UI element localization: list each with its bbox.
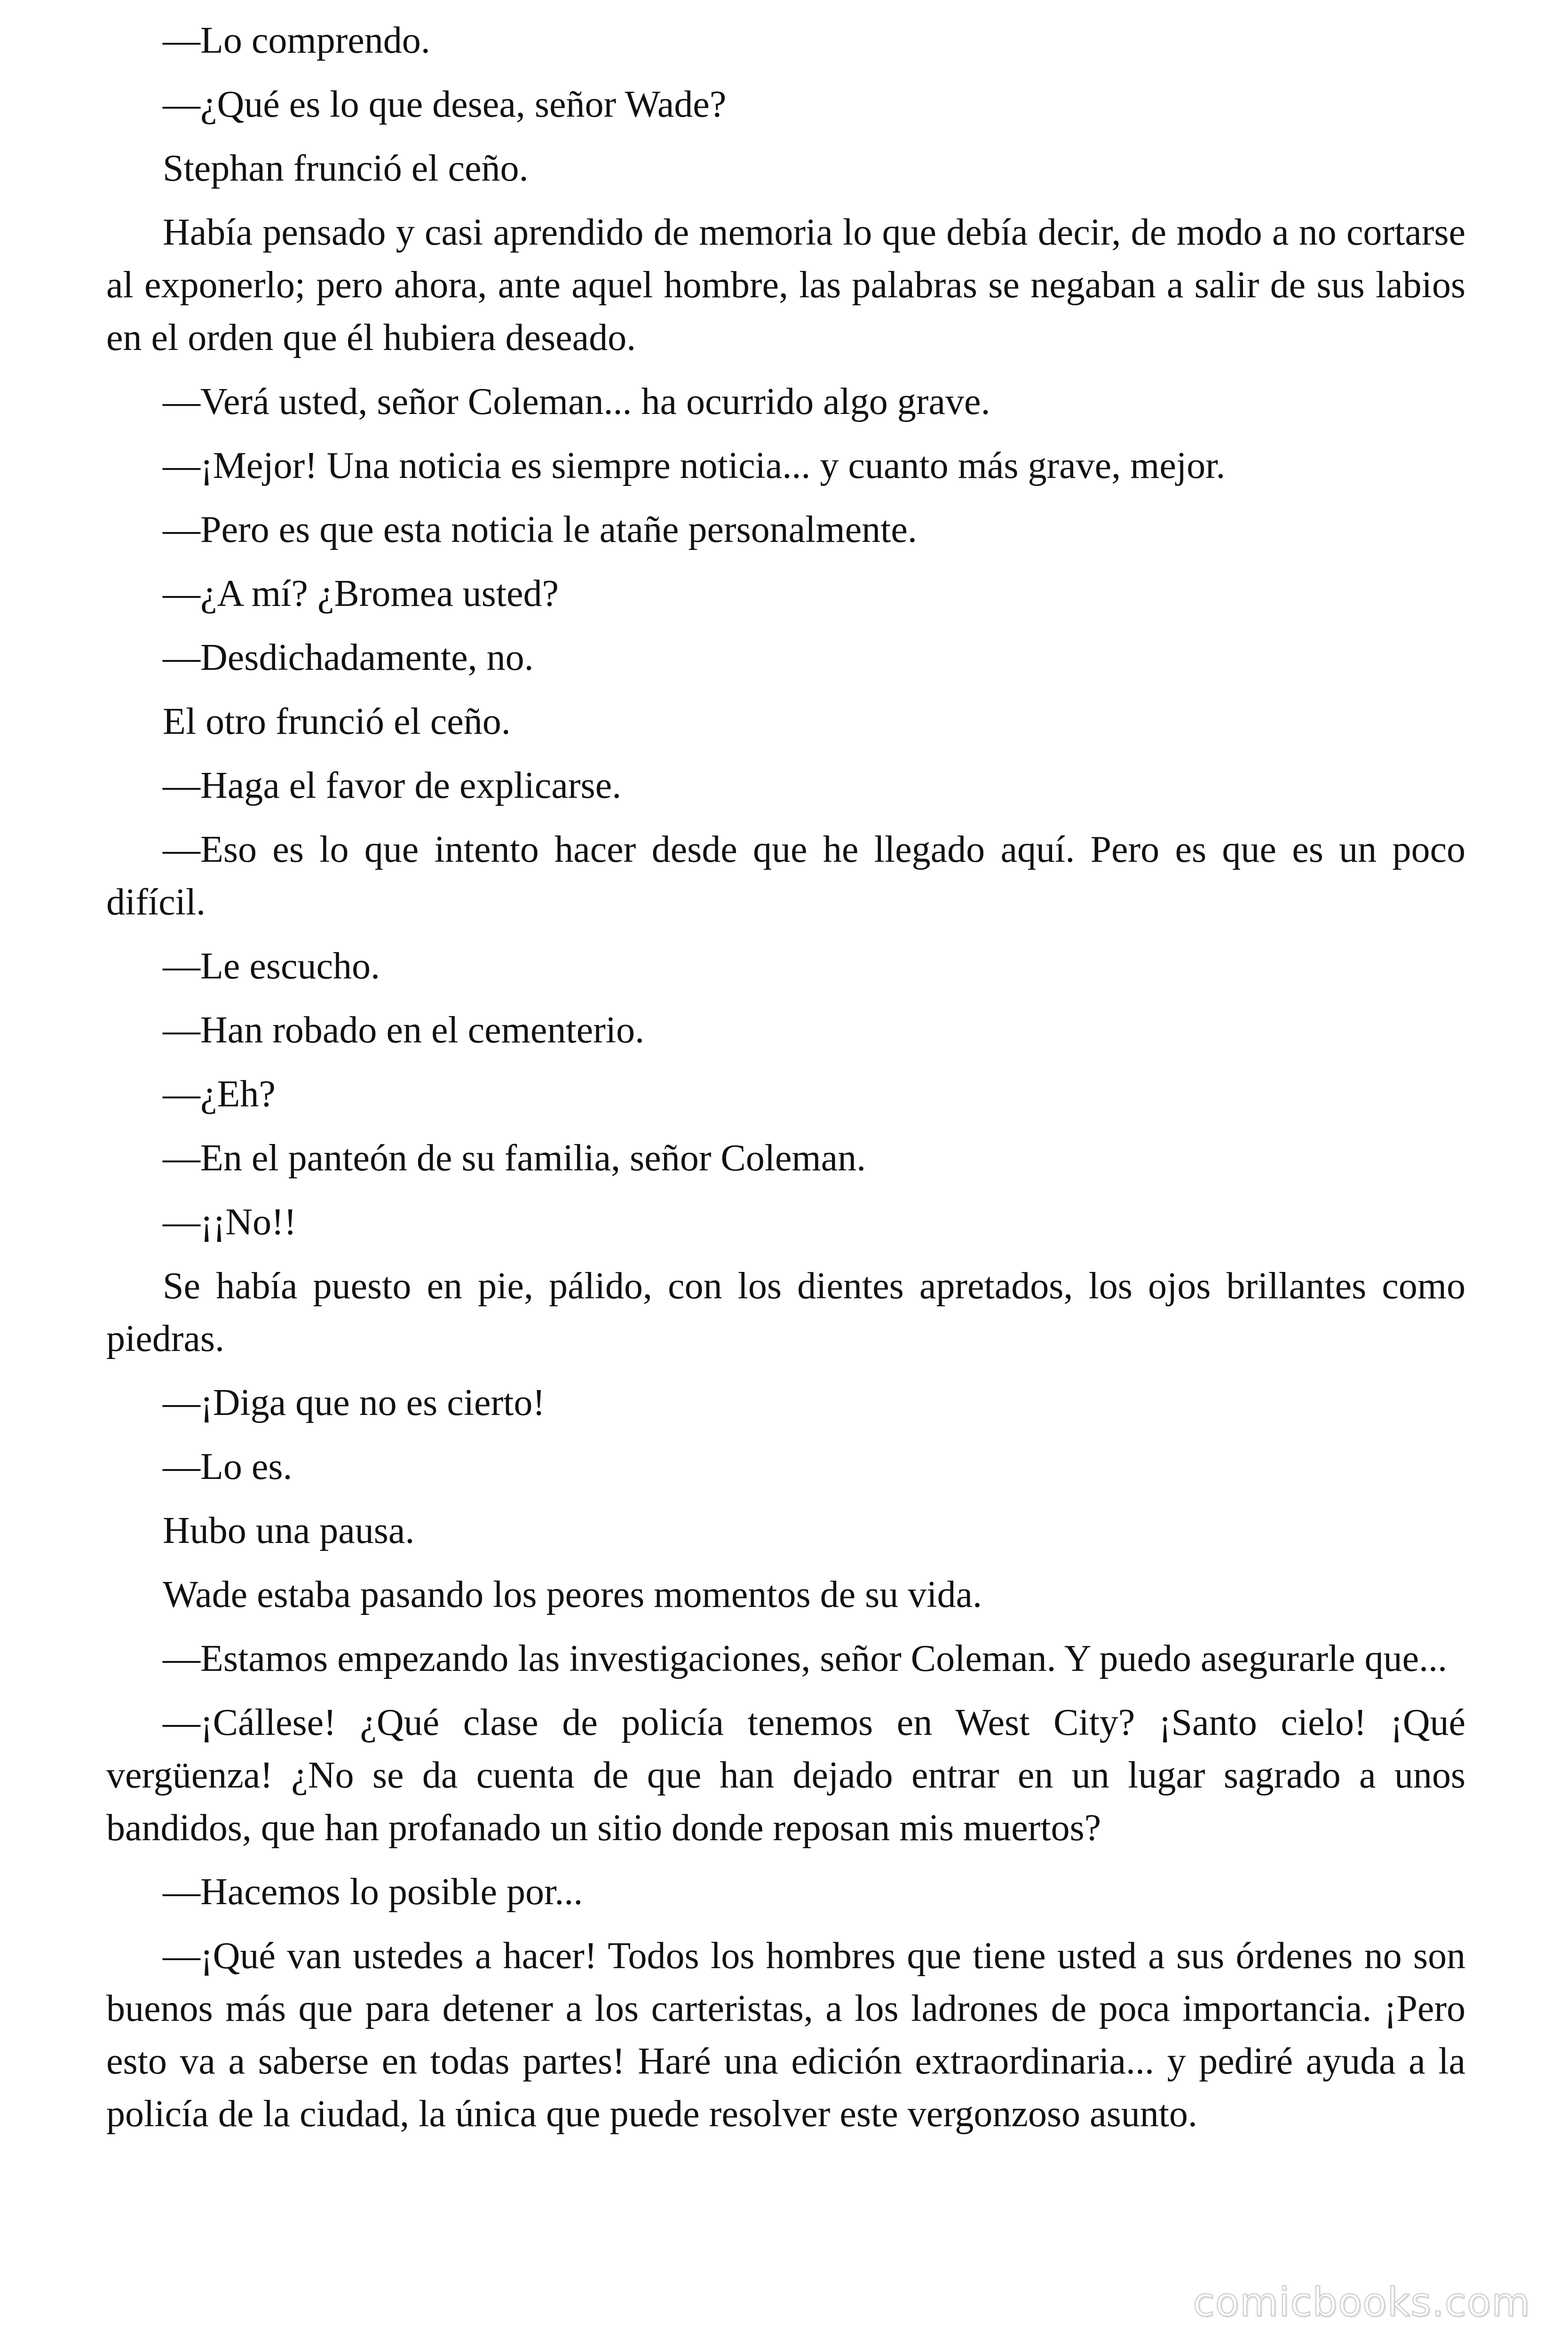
paragraph: —Lo es.: [163, 1446, 293, 1487]
paragraph: —Eso es lo que intento hacer desde que he llegado aquí. Pero es que es un poco difícil.: [106, 829, 1465, 923]
paragraph: —Desdichadamente, no.: [163, 637, 534, 678]
paragraph: —Estamos empezando las investigaciones, señor Coleman. Y puedo asegurarle que...: [163, 1638, 1448, 1679]
paragraph: —Haga el favor de explicarse.: [163, 765, 622, 806]
paragraph: —¿Eh?: [163, 1073, 276, 1115]
paragraph: —Lo comprendo.: [163, 20, 430, 61]
paragraph: —¡¡No!!: [163, 1201, 297, 1243]
paragraph: —Pero es que esta noticia le atañe personalmente.: [163, 509, 917, 550]
paragraph: —¡Cállese! ¿Qué clase de policía tenemos en West City? ¡Santo cielo! ¡Qué vergüenza! ¿No se da cuenta de que han dejado entrar en un lugar sagrado a unos bandidos, que han profanado un sitio donde reposan mis muertos?: [106, 1702, 1465, 1849]
paragraph: —¡Diga que no es cierto!: [163, 1382, 546, 1423]
paragraph: —Le escucho.: [163, 946, 380, 987]
paragraph: Había pensado y casi aprendido de memoria lo que debía decir, de modo a no cortarse al exponerlo; pero ahora, ante aquel hombre, las palabras se negaban a salir de sus labios en el orden que él hubiera deseado.: [106, 212, 1465, 358]
page-text: [106, 14, 1465, 2152]
paragraph: —Hacemos lo posible por...: [163, 1871, 583, 1913]
paragraph: —¡Qué van ustedes a hacer! Todos los hombres que tiene usted a sus órdenes no son buenos más que para detener a los carteristas, a los ladrones de poca importancia. ¡Pero esto va a saberse en todas partes! Haré una edición extraordinaria... y pediré ayuda a la policía de la ciudad, la única que puede resolver este vergonzoso asunto.: [106, 1935, 1465, 2135]
watermark: comicbooks.com: [1193, 2279, 1530, 2325]
paragraph: —¿A mí? ¿Bromea usted?: [163, 573, 559, 614]
paragraph: Wade estaba pasando los peores momentos de su vida.: [163, 1574, 982, 1615]
paragraph: Stephan frunció el ceño.: [163, 148, 529, 189]
paragraph: —Verá usted, señor Coleman... ha ocurrido algo grave.: [163, 381, 990, 422]
paragraph: Hubo una pausa.: [163, 1510, 415, 1551]
paragraph: —Han robado en el cementerio.: [163, 1009, 645, 1051]
paragraph: —¡Mejor! Una noticia es siempre noticia... y cuanto más grave, mejor.: [163, 445, 1226, 486]
paragraph: El otro frunció el ceño.: [163, 701, 511, 742]
paragraph: Se había puesto en pie, pálido, con los dientes apretados, los ojos brillantes como piedras.: [106, 1265, 1465, 1359]
paragraph: —¿Qué es lo que desea, señor Wade?: [163, 84, 727, 125]
paragraph: —En el panteón de su familia, señor Coleman.: [163, 1137, 866, 1179]
